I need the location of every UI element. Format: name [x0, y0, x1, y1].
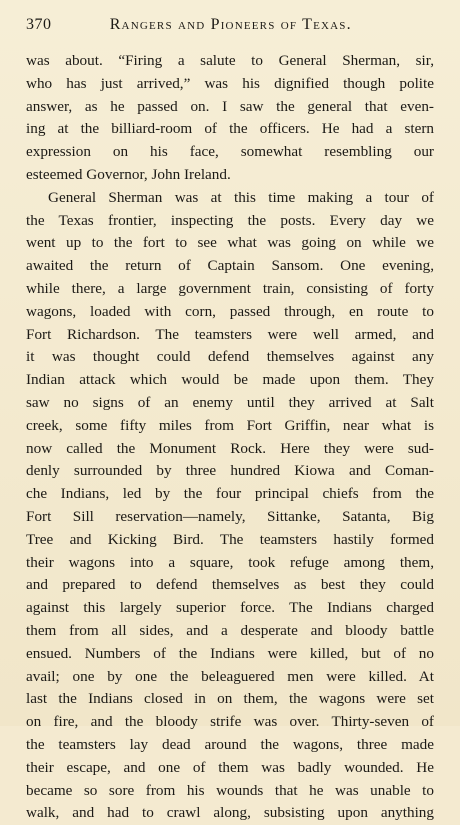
- text-line: their wagons into a square, took refuge among them,: [26, 553, 434, 571]
- text-line: went up to the fort to see what was going on while we: [26, 234, 434, 252]
- text-line: Fort Richardson. The teamsters were well armed, and: [26, 325, 434, 343]
- text-line: denly surrounded by three hundred Kiowa and Coman-: [26, 462, 434, 480]
- text-line: ensued. Numbers of the Indians were killed, but of no: [26, 644, 434, 662]
- text-line: last the Indians closed in on them, the wagons were set: [26, 690, 434, 708]
- text-line: became so sore from his wounds that he was unable to: [26, 781, 434, 799]
- text-line: Tree and Kicking Bird. The teamsters hastily formed: [26, 530, 434, 548]
- text-line: while there, a large government train, consisting of forty: [26, 279, 434, 297]
- text-line: now called the Monument Rock. Here they were sud-: [26, 439, 434, 457]
- text-line: them from all sides, and a desperate and bloody battle: [26, 621, 434, 639]
- page-header: [26, 16, 434, 38]
- paragraph-1: [26, 50, 434, 187]
- running-head: Rangers and Pioneers of Texas.: [109, 16, 352, 33]
- text-line: was about. “Firing a salute to General Sherman, sir,: [26, 52, 434, 69]
- text-line: esteemed Governor, John Ireland.: [26, 165, 231, 183]
- text-line: che Indians, led by the four principal chiefs from the: [26, 485, 434, 503]
- text-line: Fort Sill reservation—namely, Sittanke, Satanta, Big: [26, 507, 434, 525]
- text-line: avail; one by one the beleaguered men were killed. At: [26, 667, 434, 685]
- text-line: their escape, and one of them was badly wounded. He: [26, 758, 434, 776]
- text-line: it was thought could defend themselves against any: [26, 348, 434, 366]
- text-line: awaited the return of Captain Sansom. One evening,: [26, 257, 434, 275]
- text-line: against this largely superior force. The Indians charged: [26, 599, 434, 617]
- text-line: saw no signs of an enemy until they arrived at Salt: [26, 393, 434, 411]
- text-line: the Texas frontier, inspecting the posts. Every day we: [26, 211, 434, 229]
- text-line: Indian attack which would be made upon them. They: [26, 371, 434, 389]
- text-line: wagons, loaded with corn, passed through, en route to: [26, 302, 434, 320]
- text-line: the teamsters lay dead around the wagons, three made: [26, 735, 434, 753]
- text-line: on fire, and the bloody strife was over. Thirty-seven of: [26, 713, 434, 731]
- paragraph-2: [26, 187, 434, 825]
- text-line: expression on his face, somewhat resembling our: [26, 143, 434, 161]
- text-line: ing at the billiard-room of the officers. He had a stern: [26, 120, 434, 138]
- text-line: and prepared to defend themselves as best they could: [26, 576, 434, 594]
- text-line: who has just arrived,” was his dignified though polite: [26, 74, 434, 92]
- text-line: walk, and had to crawl along, subsisting upon anything: [26, 804, 434, 822]
- page-number: 370: [26, 16, 52, 33]
- text-line: General Sherman was at this time making a tour of: [48, 188, 434, 206]
- text-line: answer, as he passed on. I saw the general that even-: [26, 97, 434, 115]
- text-line: creek, some fifty miles from Fort Griffin, near what is: [26, 416, 434, 434]
- body-text: [26, 50, 434, 825]
